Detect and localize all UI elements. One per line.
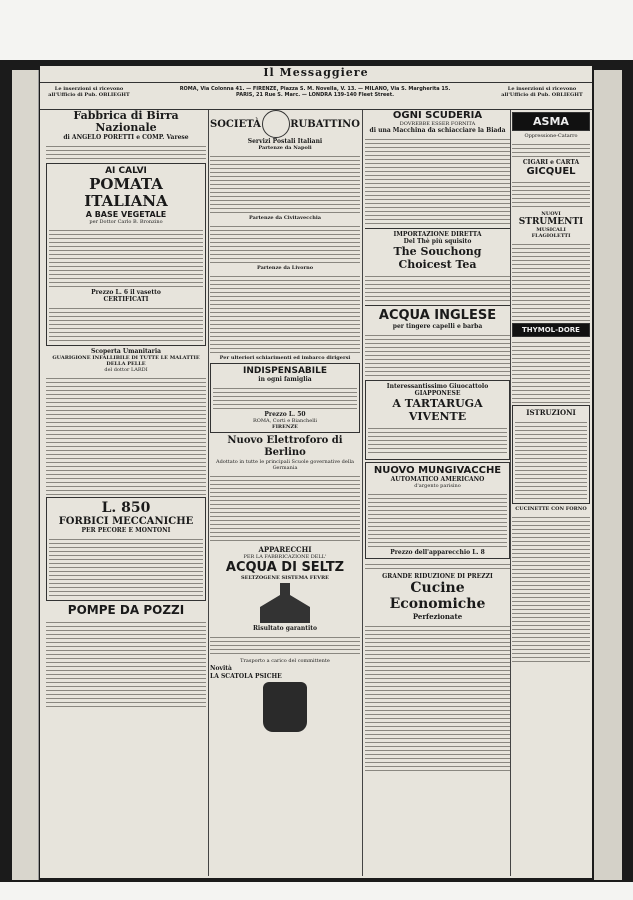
mungivacche-heading: NUOVO MUNGIVACCHE [373,465,502,476]
scuderia-text [365,136,510,226]
column-3 [365,110,510,876]
guarigione-text [46,375,206,495]
tartaruga-text [368,425,507,455]
firenze-line: FIRENZE [272,424,298,430]
column-2 [210,110,360,876]
mungivacche-ad [365,462,510,559]
indispensabile-text [213,385,357,409]
strumenti-heading: STRUMENTI [518,217,584,227]
header-bar [40,82,592,110]
nuovi-line: NUOVI [541,211,561,217]
scatola-illustration [263,682,307,732]
scatola-heading: LA SCATOLA PSICHE [210,673,282,680]
civitavecchia-text [210,223,360,263]
forbici-title: FORBICI MECCANICHE [58,516,194,527]
certificati-heading: CERTIFICATI [103,296,149,303]
musicali-line: MUSICALI [536,227,566,233]
partenze-livorno: Partenze da Livorno [256,265,314,271]
forbici-subtitle: PER PECORE E MONTONI [81,527,171,534]
rubattino-word: RUBATTINO [290,118,360,130]
cucinette-text [512,514,590,664]
oppressione-line: Oppressione-Catarro [524,133,578,139]
birra-title: Fabbrica di Birra Nazionale [73,110,179,134]
risultato-line: Risultato garantito [252,625,318,632]
cucine-text [365,623,510,773]
istruzioni-text [515,419,587,499]
column-rule [510,110,511,876]
apparecchi-heading: APPARECCHI [258,545,312,554]
newspaper-page [40,66,592,878]
masthead: Il Messaggiere [263,66,369,79]
binding-strip-left [12,70,39,880]
indispensabile-heading: INDISPENSABILE [243,366,327,376]
seltzogene-illustration [260,583,310,623]
souchong-heading: The Souchong Choicest Tea [393,245,482,271]
birra-text [46,143,206,161]
forbici-ad [46,497,206,601]
napoli-text [210,153,360,213]
roma-corti: ROMA, Corti e Bianchelli [253,418,317,424]
gicquel-text [512,179,590,209]
header-center-line-1: ROMA, Via Colonna 41. — FIRENZE, Piazza S. M. Novella, V. 13. — MILANO, Via S. Margherita 15. [179,86,451,92]
acqua-inglese-heading: ACQUA INGLESE [378,308,497,323]
grande-riduzione: GRANDE RIDUZIONE DI PREZZI [382,573,493,580]
mungivacche-price: Prezzo dell'apparecchio L. 8 [390,549,485,556]
perfezionate-line: Perfezionate [412,612,463,621]
header-center [140,86,490,98]
dottore-line: del dottor LARDI [104,367,148,373]
automatico-line: AUTOMATICO AMERICANO [390,476,485,483]
forbici-text [49,536,203,596]
seltzogene-line: SELTZOGENE SISTEMA FEVRE [241,575,329,581]
pompe-heading: POMPE DA POZZI [67,603,185,617]
cucinette-heading: CUCINETTE CON FORNO [515,506,587,512]
pomata-price: Prezzo L. 6 il vasetto [91,289,161,296]
scoperta-heading: Scoperta Umanitaria [90,348,161,355]
ogni-famiglia: in ogni famiglia [258,376,312,383]
binding-strip-right [594,70,622,880]
forbici-price: L. 850 [101,500,151,516]
indispensabile-ad [210,363,360,433]
guarigione-heading: GUARIGIONE INFALLIBILE DI TUTTE LE MALATTIE DELLA PELLE [52,355,200,367]
scan-margin-bottom [0,882,633,900]
pomata-ad [46,163,206,346]
istruzioni-ad [512,405,590,504]
divider [365,305,510,306]
header-center-line-2: PARIS, 21 Rue S. Marc. — LONDRA 139-140 Fleet Street. [236,92,394,98]
capelli-line: per tingere capelli e barba [392,323,483,330]
tartaruga-heading: A TARTARUGA VIVENTE [392,397,483,423]
asma-ad [512,112,590,131]
ulteriori-line: Per ulteriori schiarimenti ed imbarco dirigersi [219,355,351,361]
thymol-ad [512,323,590,337]
thymol-text [512,339,590,403]
gicquel-heading: GICQUEL [526,166,576,177]
elettroforo-text [210,473,360,543]
asma-text [512,141,590,157]
pariesino-line: d'argento parisino [414,483,461,489]
scuderia-heading: OGNI SCUDERIA [392,110,483,121]
societa-word: SOCIETÀ [210,118,261,130]
indispensabile-price: Prezzo L. 50 [264,411,306,418]
partenze-civitavecchia: Partenze da Civitavecchia [248,215,322,221]
strumenti-price-list [512,241,590,321]
header-right: Le inserzioni si ricevono all'Ufficio di Pub. OBLIEGHT [501,86,583,98]
column-rule [362,110,363,876]
importazione-heading: IMPORTAZIONE DIRETTA [393,231,482,238]
acqua-text [365,332,510,378]
trasporto-line: Trasporto a carico del committente [240,658,330,664]
column-1 [46,110,206,876]
cucine-heading: Cucine Economiche [389,580,486,612]
macchina-line: di una Macchina da schiacciare la Biada [369,127,506,134]
giapponese-line: GIAPPONESE [414,390,461,397]
livorno-text [210,273,360,353]
flagioletti-line: FLAGIOLETTI [531,233,571,239]
interessantissimo-line: Interessantissimo Giuocattolo [386,383,489,390]
birra-subtitle: di ANGELO PORETTI e COMP. Varese [63,134,189,141]
rubattino-header [210,110,360,138]
seltz-price-list [210,634,360,656]
column-4 [512,110,590,876]
cigari-line: CIGARI e CARTA [522,159,580,166]
apparecchi-subtitle: PER LA FABBRICAZIONE DELL' [243,554,327,560]
column-rule [208,110,209,876]
dovrebbe-line: DOVREBBE ESSER FORNITA [399,121,476,127]
certificati-text [49,305,203,341]
thymol-heading: THYMOL-DORE [522,326,580,334]
tea-text [365,273,510,303]
divider [365,228,510,229]
servizi-heading: Servizi Postali Italiani [247,138,323,145]
seltz-heading: ACQUA DI SELTZ [225,560,345,575]
istruzioni-heading: ISTRUZIONI [526,408,576,417]
pomata-text [49,227,203,287]
del-the-line: Del Thè più squisito [403,238,472,245]
scan-margin-top [0,0,633,60]
tartaruga-ad [365,380,510,460]
elettroforo-subtitle: Adottato in tutte le principali Scuole governative della Germania [215,459,355,471]
mungivacche-address [365,561,510,571]
elettroforo-heading: Nuovo Elettroforo di Berlino [227,435,343,458]
pomata-inventor: per Dottor Carlo B. Bronzino [89,219,163,225]
rubattino-emblem-icon [262,110,290,138]
pomata-heading: POMATA ITALIANA [84,175,168,210]
asma-heading: ASMA [533,115,569,128]
base-heading: A BASE VEGETALE [85,210,167,219]
novita-line: Novità [210,665,232,672]
pompe-text [46,619,206,709]
header-left: Le inserzioni si ricevono all'Ufficio di Pub. OBLIEGHT [48,86,130,98]
mungivacche-text [368,491,507,547]
partenze-napoli: Partenze da Napoli [258,145,312,151]
calvi-heading: AI CALVI [105,166,147,176]
